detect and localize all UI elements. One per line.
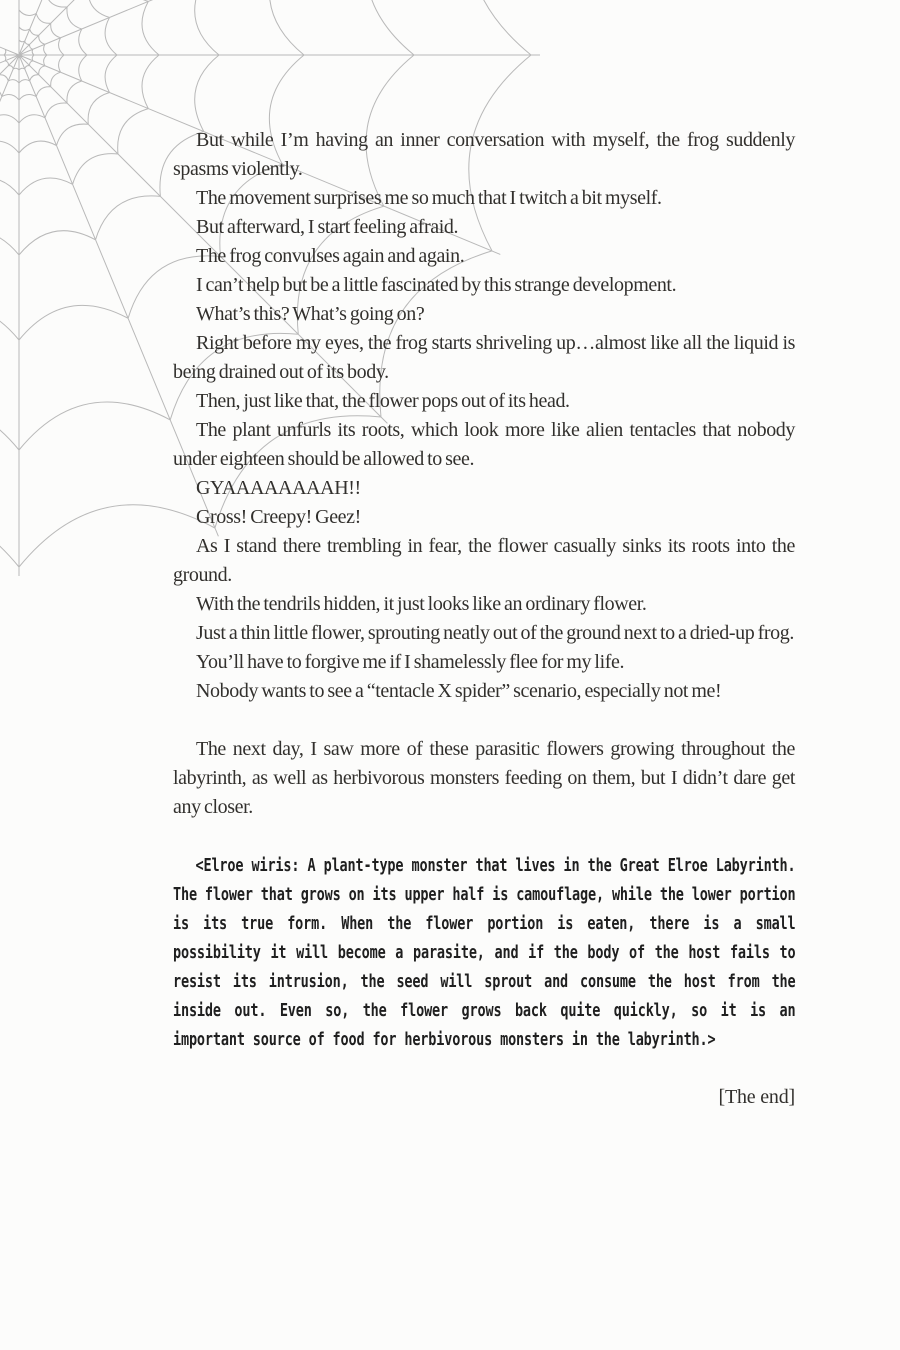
- story-paragraph: Gross! Creepy! Geez!: [196, 506, 361, 528]
- story-paragraph: With the tendrils hidden, it just looks like an ordinary flower.: [196, 593, 647, 615]
- story-paragraph: The next day, I saw more of these parasitic flowers growing throughout the labyrinth, as well as herbivorous monsters feeding on them, but I didn’t dare get any closer.: [173, 738, 795, 818]
- page-text-column: [173, 126, 795, 1112]
- story-paragraph: The frog convulses again and again.: [196, 245, 465, 267]
- story-paragraph: As I stand there trembling in fear, the flower casually sinks its roots into the ground.: [173, 535, 795, 586]
- story-paragraph: Nobody wants to see a “tentacle X spider” scenario, especially not me!: [196, 680, 722, 702]
- story-paragraph: Right before my eyes, the frog starts shriveling up…almost like all the liquid is being drained out of its body.: [173, 332, 795, 383]
- story-paragraph: You’ll have to forgive me if I shamelessly flee for my life.: [196, 651, 625, 673]
- story-paragraph: What’s this? What’s going on?: [196, 303, 425, 325]
- story-paragraph: I can’t help but be a little fascinated by this strange development.: [196, 274, 677, 296]
- monster-appraisal-text: <Elroe wiris: A plant-type monster that lives in the Great Elroe Labyrinth. The flower that grows on its upper half is camouflage, while the lower portion is its true form. When the flower portion is eaten, there is a small possibility it will become a parasite, and if the body of the host fails to resist its intrusion, the seed will sprout and consume the host from the inside out. Even so, the flower grows back quite quickly, so it is an important source of food for herbivorous monsters in the labyrinth.>: [173, 855, 796, 1050]
- story-paragraph: But afterward, I start feeling afraid.: [196, 216, 459, 238]
- story-paragraph: The movement surprises me so much that I twitch a bit myself.: [196, 187, 662, 209]
- story-paragraph: The plant unfurls its roots, which look more like alien tentacles that nobody under eighteen should be allowed to see.: [173, 419, 795, 470]
- story-paragraph-scream: GYAAAAAAAAH!!: [196, 477, 361, 499]
- story-paragraph: Then, just like that, the flower pops out of its head.: [196, 390, 570, 412]
- story-paragraph: Just a thin little flower, sprouting neatly out of the ground next to a dried-up frog.: [196, 622, 794, 644]
- story-paragraph: But while I’m having an inner conversation with myself, the frog suddenly spasms violently.: [173, 129, 795, 180]
- end-label: [The end]: [718, 1086, 795, 1108]
